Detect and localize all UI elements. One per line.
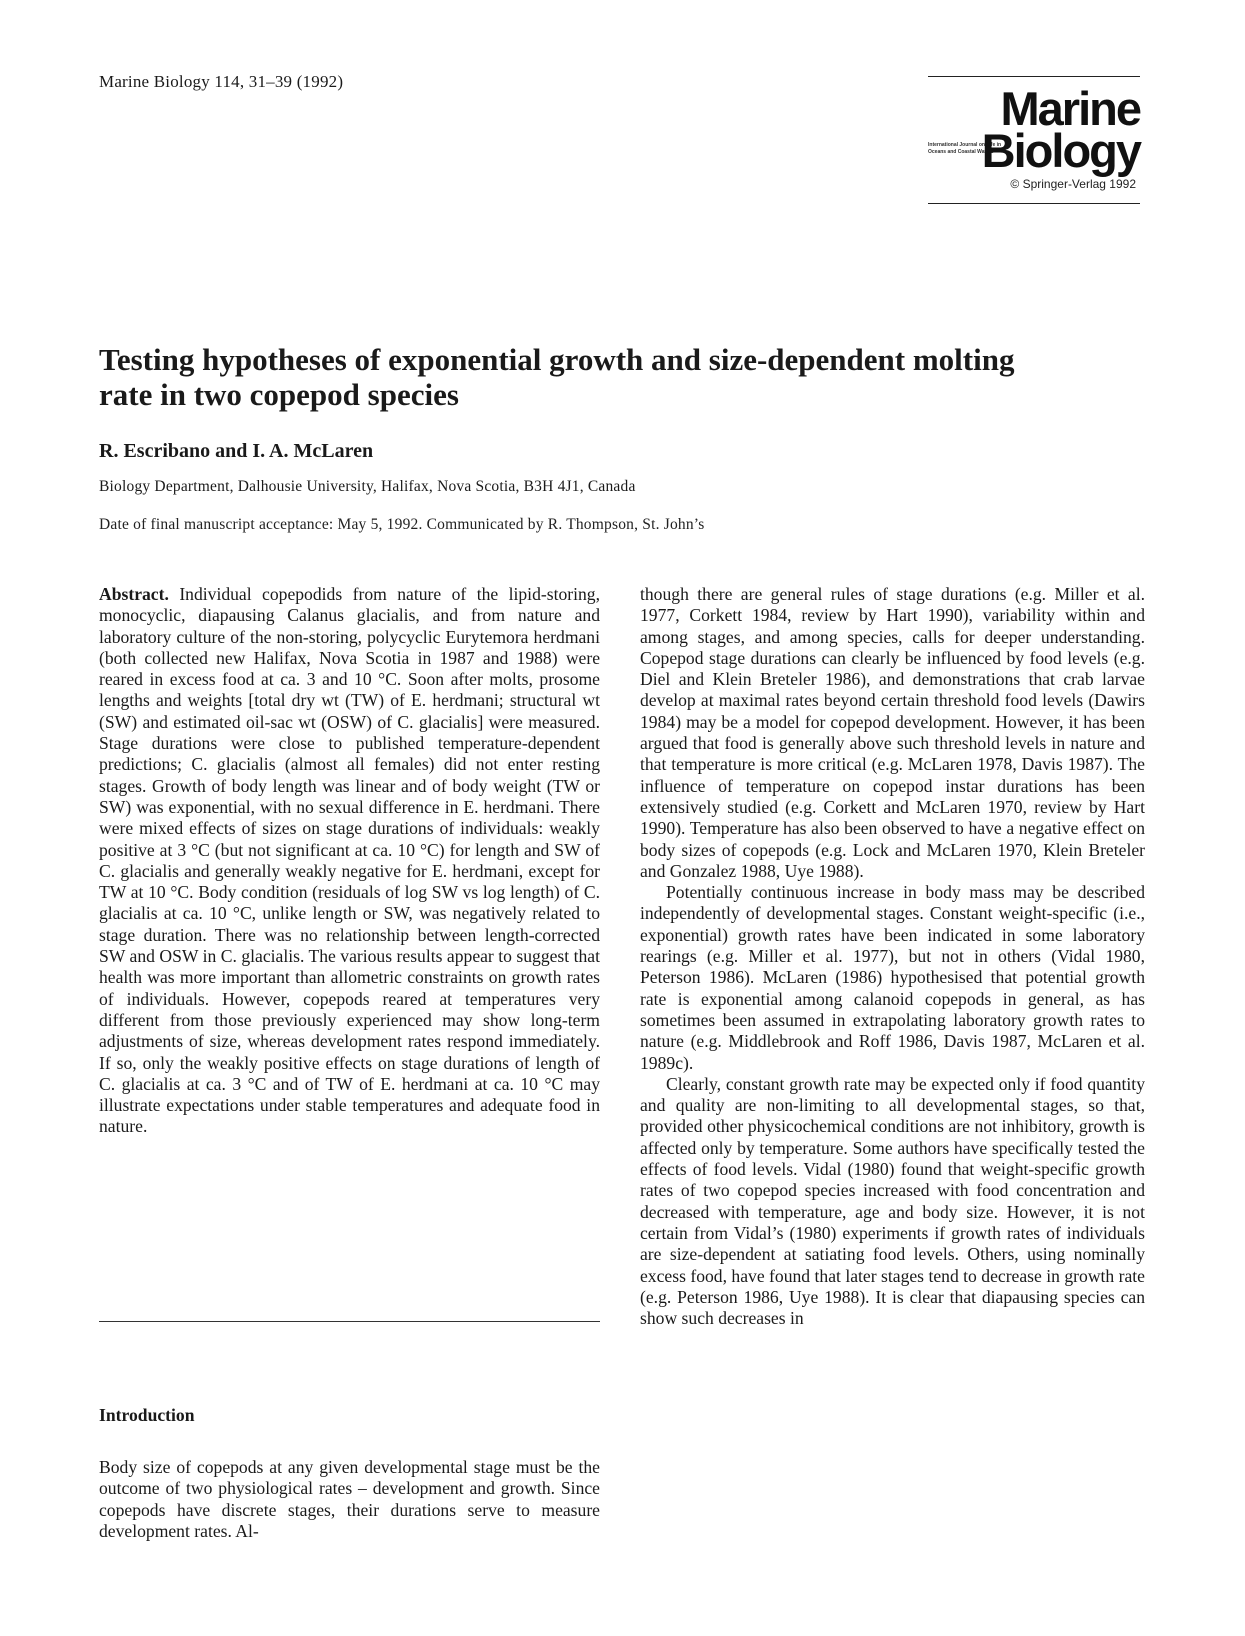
abstract-paragraph [99,584,600,1138]
introduction-paragraph: Body size of copepods at any given developmental stage must be the outcome of two physiological rates – development and growth. Since copepods have discrete stages, their durations serve to measure development rates. Al- [99,1457,600,1541]
logo-tagline: International Journal on Life in Oceans and Coastal Waters [928,142,1002,155]
abstract-label: Abstract. [99,584,169,604]
journal-logo [928,76,1140,204]
body-paragraph-3: Clearly, constant growth rate may be expected only if food quantity and quality are non-limiting to all developmental stages, so that, provided other physicochemical conditions are not inhibitory, growth is affected only by temperature. Some authors have specifically tested the effects of food levels. Vidal (1980) found that weight-specific growth rates of two copepod species increased with food concentration and decreased with temperature, age and body size. However, it is not certain from Vidal’s (1980) experiments if growth rates of individuals are size-dependent at satiating food levels. Others, using nominally excess food, have found that later stages tend to decrease in growth rate (e.g. Peterson 1986, Uye 1988). It is clear that diapausing species can show such decreases in [640,1073,1145,1329]
paper-title: Testing hypotheses of exponential growth and size-dependent molting rate in two copepod species [99,342,1015,412]
publisher-copyright: © Springer-Verlag 1992 [1010,177,1136,191]
author-affiliation: Biology Department, Dalhousie University, Halifax, Nova Scotia, B3H 4J1, Canada [99,478,636,495]
body-paragraph-1: though there are general rules of stage durations (e.g. Miller et al. 1977, Corkett 1984, review by Hart 1990), variability within and among stages, and among species, calls for deeper understanding. Copepod stage durations can clearly be influenced by food levels (e.g. Diel and Klein Breteler 1986), and demonstrations that crab larvae develop at maximal rates beyond certain threshold food levels (Dawirs 1984) may be a model for copepod development. However, it has been argued that food is generally above such threshold levels in nature and that temperature is more critical (e.g. McLaren 1978, Davis 1987). The influence of temperature on copepod instar durations has been extensively studied (e.g. Corkett and McLaren 1970, review by Hart 1990). Temperature has also been observed to have a negative effect on body sizes of copepods (e.g. Lock and McLaren 1970, Klein Breteler and Gonzalez 1988, Uye 1988). [640,584,1145,881]
abstract-text: Individual copepodids from nature of the lipid-storing, monocyclic, diapausing Calanus glacialis, and from nature and laboratory culture of the non-storing, polycyclic Eurytemora herdmani (both collected new Halifax, Nova Scotia in 1987 and 1988) were reared in excess food at ca. 3 and 10 °C. Soon after molts, prosome lengths and weights [total dry wt (TW) of E. herdmani; structural wt (SW) and estimated oil-sac wt (OSW) of C. glacialis] were measured. Stage durations were close to published temperature-dependent predictions; C. glacialis (almost all females) did not enter resting stages. Growth of body length was linear and of body weight (TW or SW) was exponential, with no sexual difference in E. herdmani. There were mixed effects of sizes on stage durations of individuals: weakly positive at 3 °C (but not significant at ca. 10 °C) for length and SW of C. glacialis and generally weakly negative for E. herdmani, except for TW at 10 °C. Body condition (residuals of log SW vs log length) of C. glacialis at ca. 10 °C, unlike length or SW, was negatively related to stage duration. There was no relationship between length-corrected SW and OSW in C. glacialis. The various results appear to suggest that health was more important than allometric constraints on growth rates of individuals. However, copepods reared at temperatures very different from those previously experienced may show long-term adjustments of size, whereas development rates respond immediately. If so, only the weakly positive effects on stage durations of length of C. glacialis at ca. 3 °C and of TW of E. herdmani at ca. 10 °C may illustrate expectations under stable temperatures and adequate food in nature. [99,584,600,1137]
introduction-heading: Introduction [99,1405,195,1425]
body-paragraph-2: Potentially continuous increase in body mass may be described independently of developmental stages. Constant weight-specific (i.e., exponential) growth rates have been indicated in some laboratory rearings (e.g. Miller et al. 1977), but not in others (Vidal 1980, Peterson 1986). McLaren (1986) hypothesised that potential growth rate is exponential among calanoid copepods in general, as has sometimes been assumed in extrapolating laboratory growth rates to nature (e.g. Middlebrook and Roff 1986, Davis 1987, McLaren et al. 1989c). [640,882,1145,1073]
manuscript-dates: Date of final manuscript acceptance: May 5, 1992. Communicated by R. Thompson, St. John’s [99,516,705,533]
introduction-section [99,1457,600,1542]
right-column [640,584,1145,1329]
logo-rule-bottom [928,203,1140,204]
logo-brand-line2: Biology [981,124,1140,177]
paper-authors: R. Escribano and I. A. McLaren [99,440,374,462]
abstract-separator [99,1321,600,1322]
logo-rule-top [928,76,1140,77]
journal-citation: Marine Biology 114, 31–39 (1992) [99,72,344,91]
abstract-section [99,584,600,1138]
logo-brand-line1: Marine [1000,82,1140,135]
